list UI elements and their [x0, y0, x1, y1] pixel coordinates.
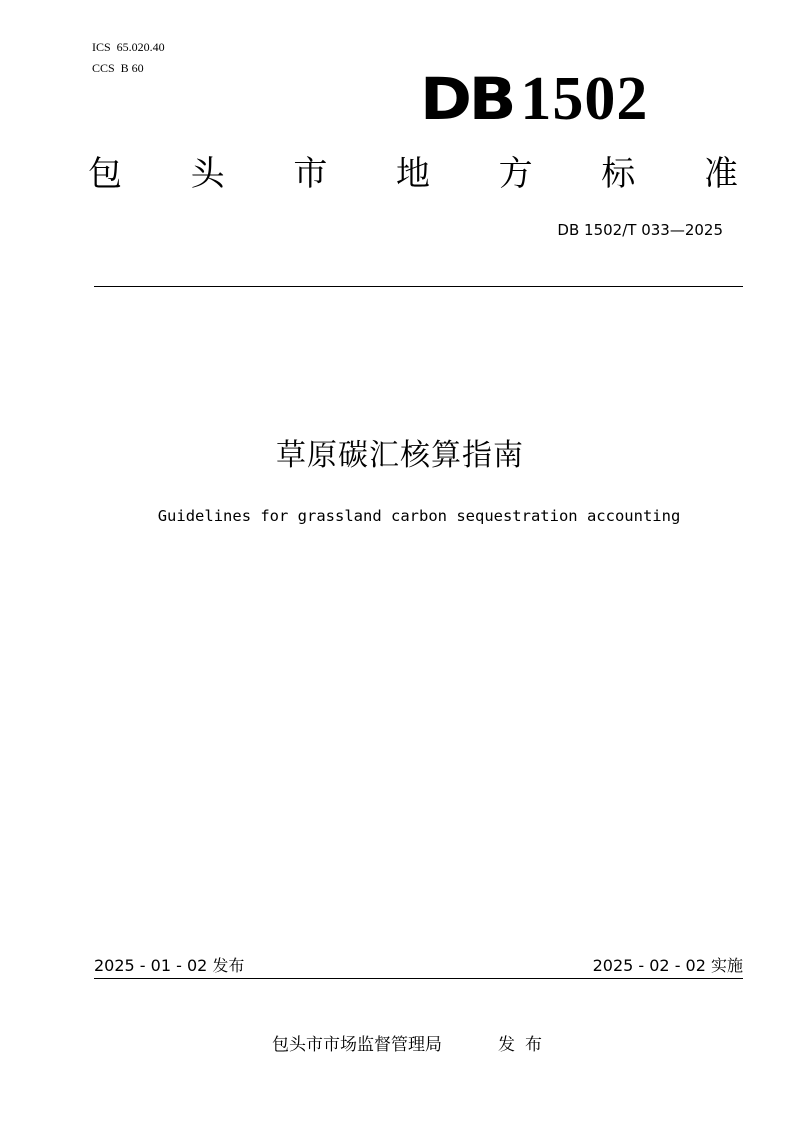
standard-type-heading: [88, 152, 738, 196]
standard-type-char: 包: [88, 154, 122, 194]
standard-type-char: 市: [293, 154, 328, 194]
standard-type-char: 地: [395, 154, 430, 194]
ccs-code: CCS B 60: [92, 61, 144, 75]
db-logo: [420, 65, 649, 133]
ics-code: ICS 65.020.40: [92, 40, 165, 54]
standard-type-char: 头: [190, 154, 225, 194]
title-english: Guidelines for grassland carbon sequestration accounting: [157, 507, 681, 525]
publisher: 包头市市场监督管理局: [272, 1035, 442, 1055]
standard-type-char: 准: [703, 154, 738, 194]
top-divider: [94, 286, 743, 287]
title-chinese: 草原碳汇核算指南: [276, 438, 524, 473]
standard-type-char: 方: [498, 154, 533, 194]
db-logo-number: 1502: [520, 65, 649, 133]
bottom-divider: [94, 978, 743, 979]
standard-number: DB 1502/T 033—2025: [557, 221, 723, 239]
implementation-date: 2025 - 02 - 02 实施: [592, 956, 743, 975]
issue-date: 2025 - 01 - 02 发布: [94, 956, 245, 975]
db-logo-letters: DB: [420, 65, 514, 133]
publish-label: 发布: [498, 1035, 552, 1055]
standard-type-char: 标: [601, 154, 636, 194]
